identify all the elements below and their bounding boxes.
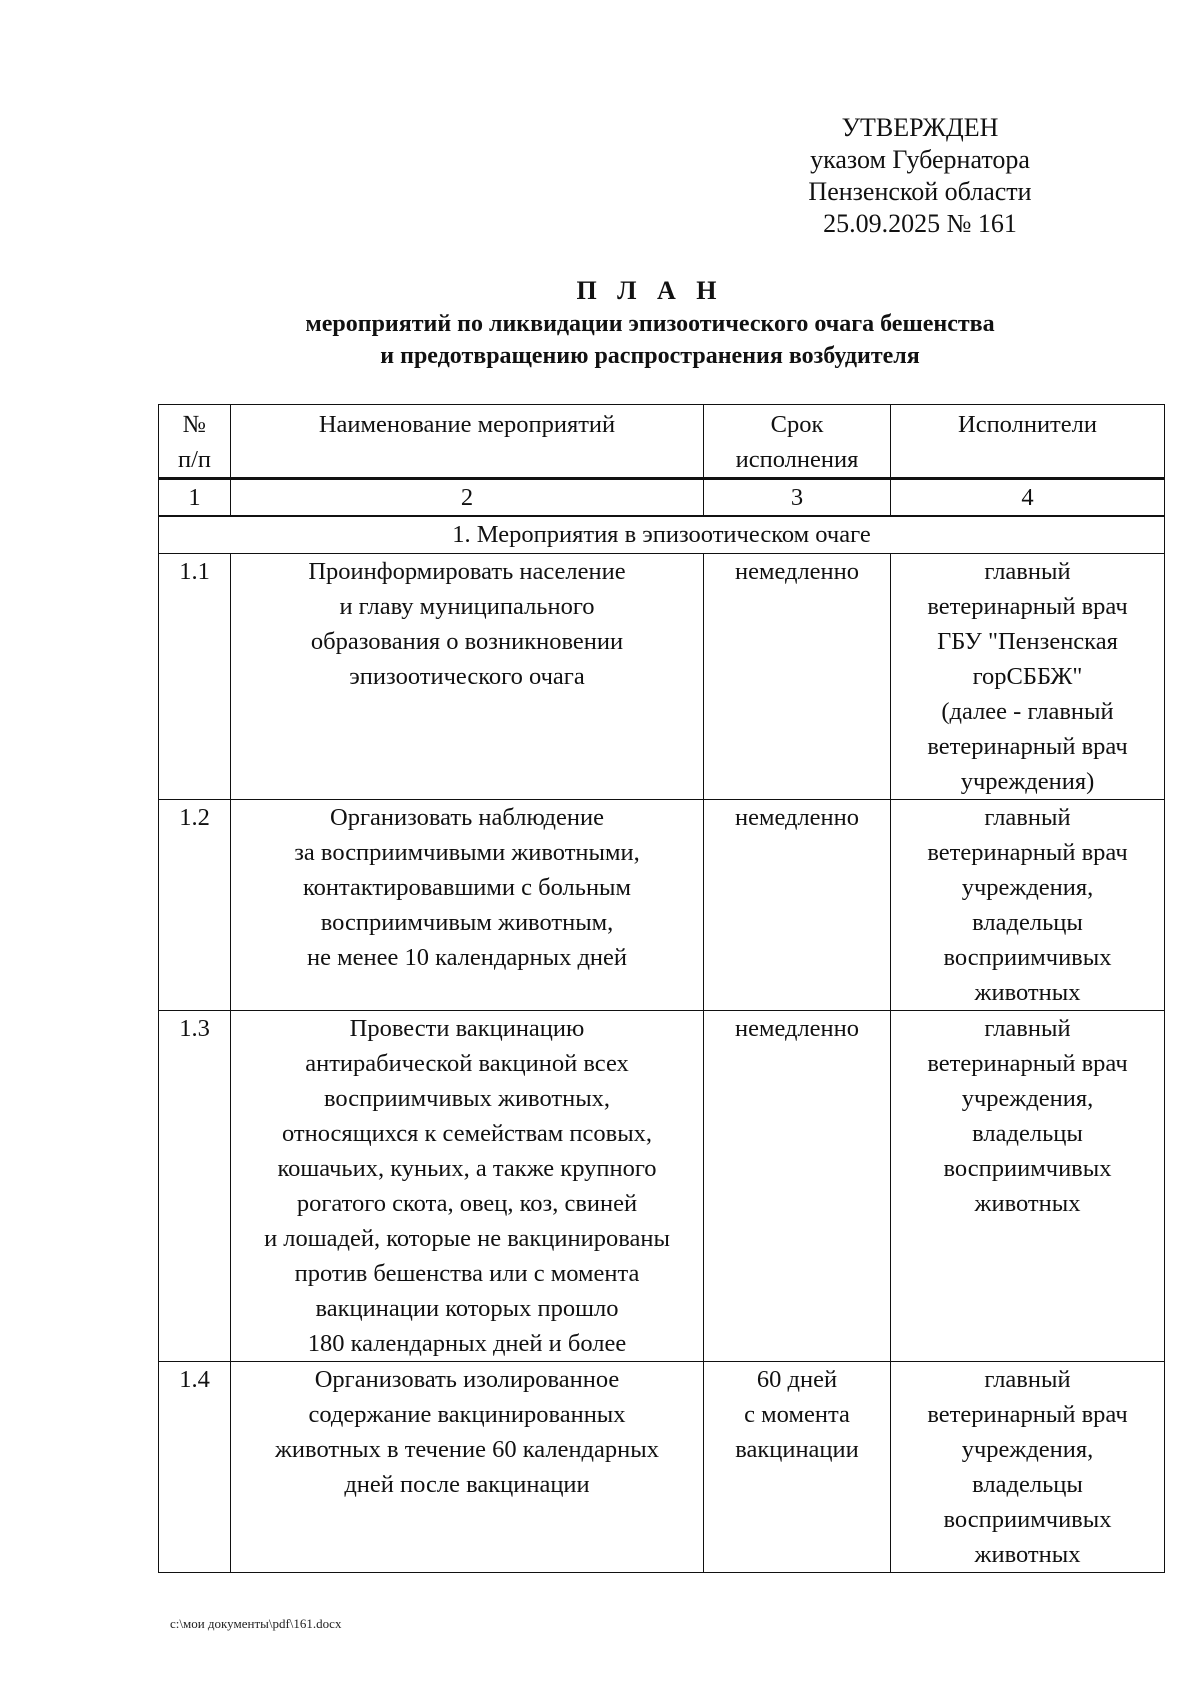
activity-term <box>704 800 891 1011</box>
activity-name-line: против бешенства или с момента <box>294 1260 640 1287</box>
activity-name-line: относящихся к семействам псовых, <box>281 1120 653 1147</box>
activity-name-line: кошачьих, куньих, а также крупного <box>277 1155 657 1182</box>
activity-name-line: содержание вакцинированных <box>308 1401 626 1428</box>
column-number: 1 <box>159 479 231 517</box>
header-num-line: п/п <box>177 446 212 473</box>
section-title: 1. Мероприятия в эпизоотическом очаге <box>159 516 1165 554</box>
activity-name-line: контактировавшими с больным <box>302 874 632 901</box>
header-term-line: Срок <box>770 411 824 438</box>
header-name-label: Наименование мероприятий <box>318 411 616 438</box>
activity-name-line: Провести вакцинацию <box>349 1015 585 1042</box>
activity-name-line: восприимчивых животных, <box>323 1085 611 1112</box>
activity-executors-line: главный <box>984 558 1071 585</box>
activity-name-line: Проинформировать население <box>308 558 626 585</box>
activity-executors-line: ГБУ "Пензенская <box>937 628 1118 655</box>
activity-executors-line: учреждения, <box>961 1085 1094 1112</box>
activity-name-line: и лошадей, которые не вакцинированы <box>264 1225 670 1252</box>
table-row <box>159 800 1165 1011</box>
row-number: 1.2 <box>159 800 231 1011</box>
column-number: 3 <box>704 479 891 517</box>
activity-name-line: эпизоотического очага <box>349 663 585 690</box>
activity-executors-line: учреждения) <box>960 768 1095 795</box>
activity-name-line: и главу муниципального <box>339 593 595 620</box>
table-header-row <box>159 405 1165 479</box>
activity-executors-line: восприимчивых <box>943 1155 1112 1182</box>
activity-executors-line: ветеринарный врач <box>927 1050 1128 1077</box>
activity-term-line: немедленно <box>734 558 860 585</box>
activity-executors-line: горСББЖ" <box>972 663 1083 690</box>
activity-executors-line: восприимчивых <box>943 944 1112 971</box>
activity-name <box>231 800 704 1011</box>
activity-executors-line: владельцы <box>972 1120 1083 1147</box>
activity-name <box>231 554 704 800</box>
header-term <box>704 405 891 479</box>
activity-name-line: антирабической вакциной всех <box>305 1050 629 1077</box>
approval-line: Пензенской области <box>808 177 1032 206</box>
activity-name-line: 180 календарных дней и более <box>307 1330 627 1357</box>
activity-executors-line: владельцы <box>972 909 1083 936</box>
activity-executors-line: животных <box>974 979 1081 1006</box>
activity-executors-line: владельцы <box>972 1471 1083 1498</box>
plan-subtitle-line: мероприятий по ликвидации эпизоотического очага бешенства <box>305 311 995 337</box>
activity-executors-line: учреждения, <box>961 1436 1094 1463</box>
header-num-line: № <box>182 411 207 438</box>
activity-name-line: животных в течение 60 календарных <box>275 1436 659 1463</box>
row-number: 1.4 <box>159 1362 231 1573</box>
activity-executors-line: ветеринарный врач <box>927 733 1128 760</box>
header-name <box>231 405 704 479</box>
activity-name <box>231 1011 704 1362</box>
header-term-line: исполнения <box>735 446 859 473</box>
activity-name-line: не менее 10 календарных дней <box>306 944 628 971</box>
column-number: 2 <box>231 479 704 517</box>
activity-term-line: немедленно <box>734 804 860 831</box>
approval-line: указом Губернатора <box>810 145 1030 174</box>
activity-executors <box>891 1362 1165 1573</box>
activity-term-line: вакцинации <box>735 1436 859 1463</box>
activity-term-line: немедленно <box>734 1015 860 1042</box>
file-path-footer: c:\мои документы\pdf\161.docx <box>170 1616 342 1631</box>
activity-executors-line: ветеринарный врач <box>927 1401 1128 1428</box>
activity-executors-line: животных <box>974 1190 1081 1217</box>
activity-name-line: восприимчивым животным, <box>320 909 614 936</box>
activity-executors-line: ветеринарный врач <box>927 839 1128 866</box>
activity-term-line: с момента <box>744 1401 850 1428</box>
activity-executors-line: главный <box>984 1015 1071 1042</box>
plan-subtitle-line: и предотвращению распространения возбудителя <box>380 343 920 369</box>
activity-executors-line: животных <box>974 1541 1081 1568</box>
plan-heading: П Л А Н <box>576 276 724 305</box>
activity-name-line: вакцинации которых прошло <box>315 1295 619 1322</box>
approval-stamp <box>790 112 1050 240</box>
table-row <box>159 1362 1165 1573</box>
activity-name-line: образования о возникновении <box>310 628 624 655</box>
activity-executors <box>891 800 1165 1011</box>
plan-rows <box>159 554 1165 1573</box>
approval-line: УТВЕРЖДЕН <box>841 113 999 142</box>
activity-term <box>704 1362 891 1573</box>
header-num <box>159 405 231 479</box>
row-number: 1.1 <box>159 554 231 800</box>
activity-executors <box>891 1011 1165 1362</box>
activity-executors-line: восприимчивых <box>943 1506 1112 1533</box>
activity-executors-line: учреждения, <box>961 874 1094 901</box>
activity-executors-line: (далее - главный <box>941 698 1114 725</box>
activity-term <box>704 1011 891 1362</box>
activity-executors <box>891 554 1165 800</box>
table-row <box>159 554 1165 800</box>
activity-name-line: за восприимчивыми животными, <box>294 839 640 866</box>
table-row <box>159 1011 1165 1362</box>
section-row <box>159 516 1165 554</box>
plan-table <box>158 404 1165 1573</box>
header-executors <box>891 405 1165 479</box>
activity-term-line: 60 дней <box>756 1366 838 1393</box>
activity-executors-line: главный <box>984 1366 1071 1393</box>
activity-term <box>704 554 891 800</box>
header-executors-label: Исполнители <box>958 411 1097 438</box>
column-number-row <box>159 479 1165 517</box>
approval-line: 25.09.2025 № 161 <box>823 209 1017 238</box>
activity-executors-line: ветеринарный врач <box>927 593 1128 620</box>
activity-name-line: дней после вакцинации <box>344 1471 590 1498</box>
activity-executors-line: главный <box>984 804 1071 831</box>
row-number: 1.3 <box>159 1011 231 1362</box>
activity-name-line: рогатого скота, овец, коз, свиней <box>296 1190 638 1217</box>
column-number: 4 <box>891 479 1165 517</box>
activity-name-line: Организовать изолированное <box>314 1366 620 1393</box>
activity-name-line: Организовать наблюдение <box>330 804 604 831</box>
activity-name <box>231 1362 704 1573</box>
document-title <box>150 274 1150 372</box>
